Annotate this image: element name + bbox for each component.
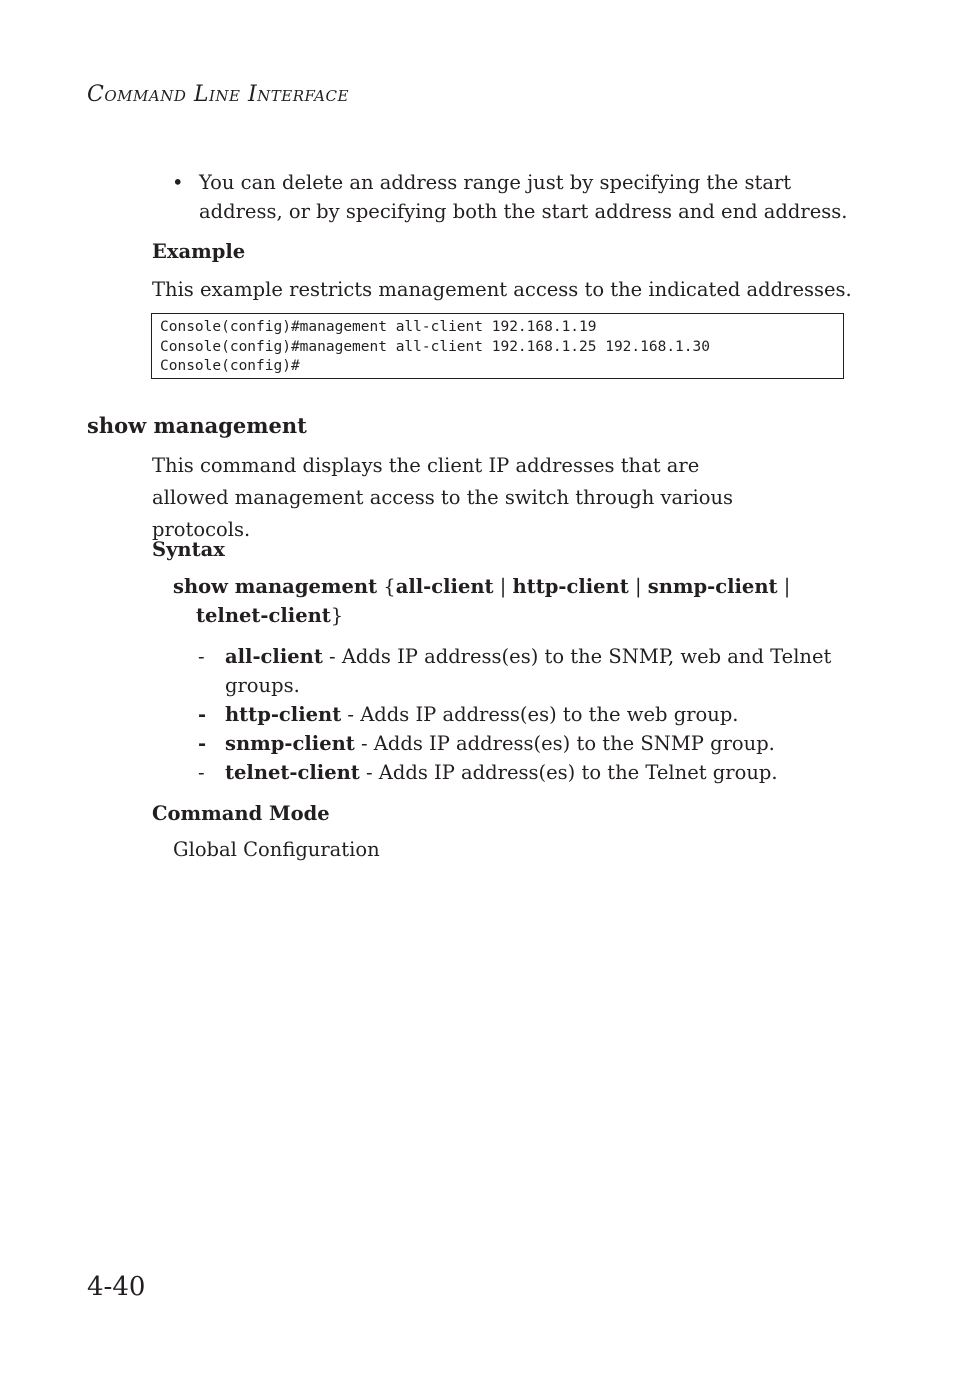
- header-rest-command: ommand: [104, 82, 187, 107]
- syntax-option-telnet-client: telnet-client: [196, 604, 331, 627]
- bullet-mark: •: [172, 171, 184, 194]
- example-code-block: [151, 313, 844, 379]
- syntax-line-1: [173, 572, 790, 601]
- param-description: - Adds IP address(es) to the SNMP group.: [354, 732, 775, 755]
- syntax-option-all-client: all-client: [395, 575, 494, 598]
- param-dash: -: [198, 761, 205, 784]
- example-description: This example restricts management access to the indicated addresses.: [152, 278, 852, 301]
- param-telnet-client: [198, 758, 838, 787]
- section-title: show management: [87, 413, 307, 438]
- param-term: all-client: [225, 645, 323, 668]
- example-heading: Example: [152, 240, 246, 263]
- syntax-separator: |: [499, 575, 507, 598]
- command-mode-value: Global Configuration: [173, 838, 380, 861]
- code-line-1: Console(config)#management all-client 192.168.1.19: [160, 319, 597, 335]
- header-initial-i: I: [247, 82, 258, 107]
- param-http-client: [198, 700, 838, 729]
- param-all-client: [198, 642, 838, 700]
- syntax-separator: |: [783, 575, 791, 598]
- param-description: - Adds IP address(es) to the SNMP, web and Telnet groups.: [225, 645, 832, 697]
- syntax-open-brace: {: [383, 575, 396, 598]
- bullet-text: You can delete an address range just by specifying the start address, or by specifying both the start address and end address.: [199, 171, 848, 223]
- param-dash: -: [198, 645, 205, 668]
- syntax-close-brace: }: [330, 604, 344, 627]
- param-dash: -: [198, 703, 207, 726]
- param-description: - Adds IP address(es) to the Telnet group.: [359, 761, 778, 784]
- header-initial-l: L: [193, 82, 209, 107]
- command-mode-heading: Command Mode: [152, 802, 330, 825]
- param-term: http-client: [225, 703, 342, 726]
- code-line-3: Console(config)#: [160, 358, 300, 374]
- syntax-option-http-client: http-client: [512, 575, 629, 598]
- param-term: telnet-client: [225, 761, 360, 784]
- delete-range-bullet: [172, 168, 852, 226]
- syntax-heading: Syntax: [152, 538, 225, 561]
- syntax-command: show management: [173, 575, 378, 598]
- param-term: snmp-client: [225, 732, 355, 755]
- code-line-2: Console(config)#management all-client 192.168.1.25 192.168.1.30: [160, 338, 710, 355]
- param-dash: -: [198, 732, 207, 755]
- header-rest-line: ine: [208, 82, 241, 107]
- page-number: 4-40: [87, 1272, 146, 1302]
- syntax-separator: |: [634, 575, 642, 598]
- syntax-line-2: [196, 601, 343, 630]
- param-description: - Adds IP address(es) to the web group.: [341, 703, 739, 726]
- running-header: [87, 82, 349, 107]
- param-snmp-client: [198, 729, 838, 758]
- header-initial-c: C: [87, 82, 105, 107]
- header-rest-interface: nterface: [257, 82, 349, 107]
- section-description: This command displays the client IP addresses that are allowed management access to the switch through various protocols.: [152, 454, 734, 541]
- syntax-option-snmp-client: snmp-client: [647, 575, 778, 598]
